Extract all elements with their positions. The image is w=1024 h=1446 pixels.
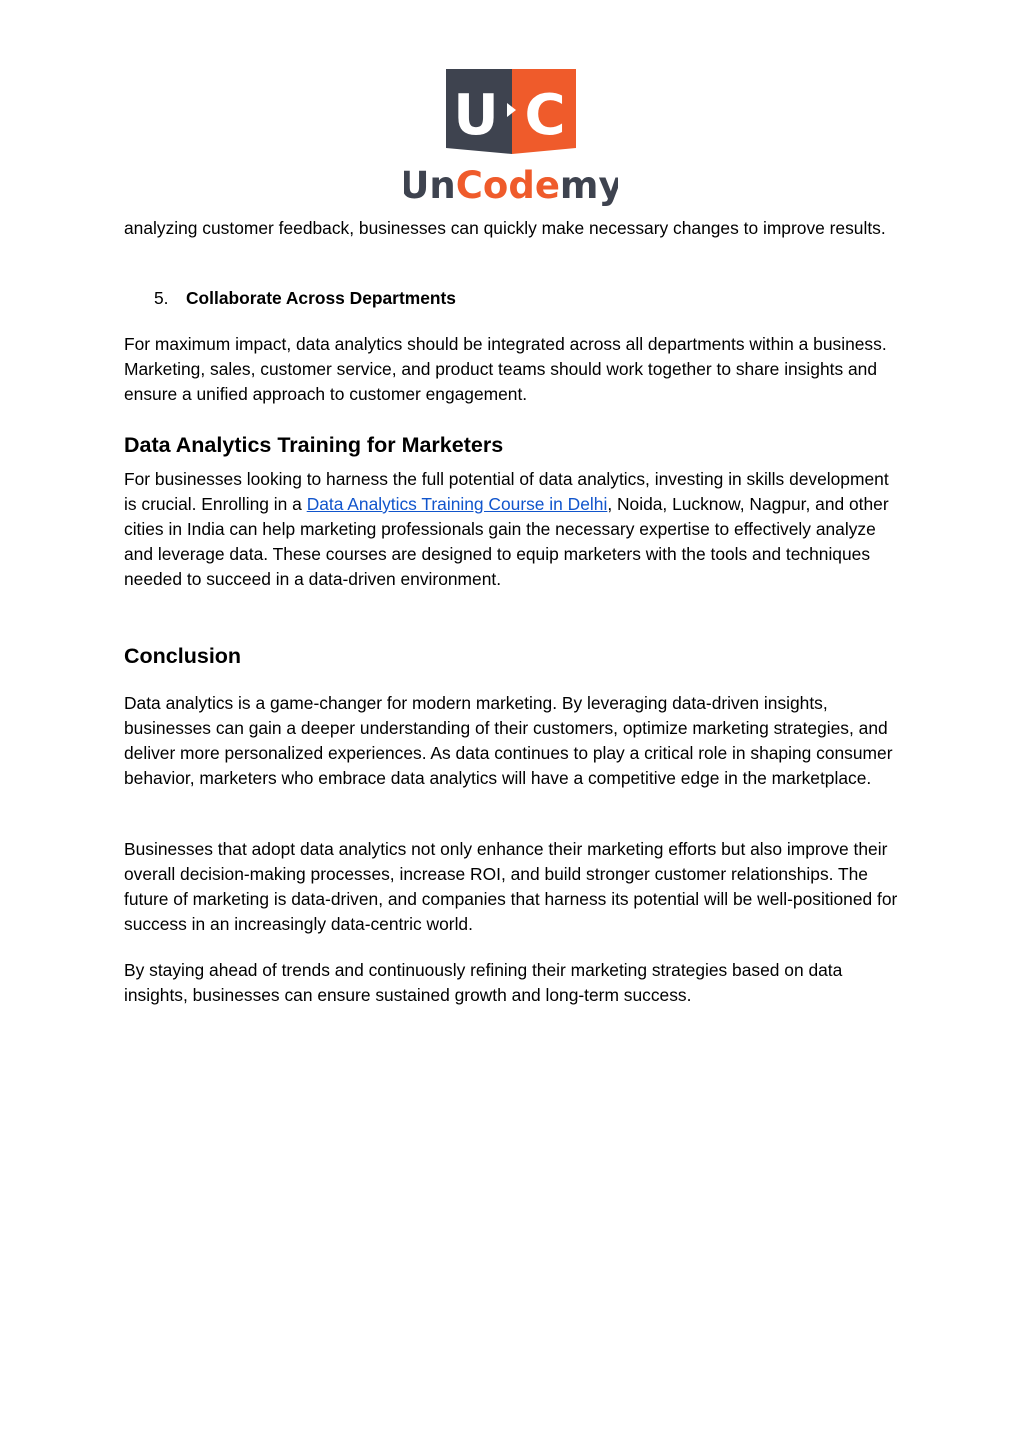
training-text-before: For businesses looking to harness the full potential of data analytics, investing in skills development is crucial. Enrolling in a	[124, 469, 889, 514]
conclusion-paragraph-2: Businesses that adopt data analytics not only enhance their marketing efforts but also improve their overall decision-making processes, increase ROI, and build stronger customer relationships. The future of marketing is data-driven, and companies that harness its potential will be well-positioned for success in an increasingly data-centric world.	[124, 839, 898, 934]
conclusion-paragraph-1: Data analytics is a game-changer for modern marketing. By leveraging data-driven insights, businesses can gain a deeper understanding of their customers, optimize marketing strategies, and deliver more personalized experiences. As data continues to play a critical role in shaping consumer behavior, marketers who embrace data analytics will have a competitive edge in the marketplace.	[124, 693, 893, 788]
list-item-title: Collaborate Across Departments	[186, 288, 456, 308]
training-course-link[interactable]: Data Analytics Training Course in Delhi	[306, 494, 608, 514]
intro-fragment: analyzing customer feedback, businesses can quickly make necessary changes to improve results.	[124, 218, 886, 238]
training-text-after: , Noida, Lucknow, Nagpur, and other cities in India can help marketing professionals gain the necessary expertise to effectively analyze and leverage data. These courses are designed to equip marketers with the tools and techniques needed to succeed in a data-driven environment.	[124, 494, 889, 589]
logo-letter-u: U	[453, 83, 499, 148]
uncodemy-logo	[404, 66, 618, 206]
list-item-collaborate	[154, 286, 456, 311]
conclusion-paragraph-3: By staying ahead of trends and continuously refining their marketing strategies based on data insights, businesses can ensure sustained growth and long-term success.	[124, 960, 843, 1005]
conclusion-heading: Conclusion	[124, 644, 242, 668]
list-number: 5.	[154, 288, 169, 308]
logo-wordmark: UnCodemy	[404, 164, 618, 206]
training-heading: Data Analytics Training for Marketers	[124, 433, 504, 457]
training-paragraph	[124, 467, 904, 592]
collab-paragraph: For maximum impact, data analytics should be integrated across all departments within a business. Marketing, sales, customer service, and product teams should work together to share insights and ensure a unified approach to customer engagement.	[124, 334, 887, 404]
logo-letter-c: C	[524, 83, 566, 148]
